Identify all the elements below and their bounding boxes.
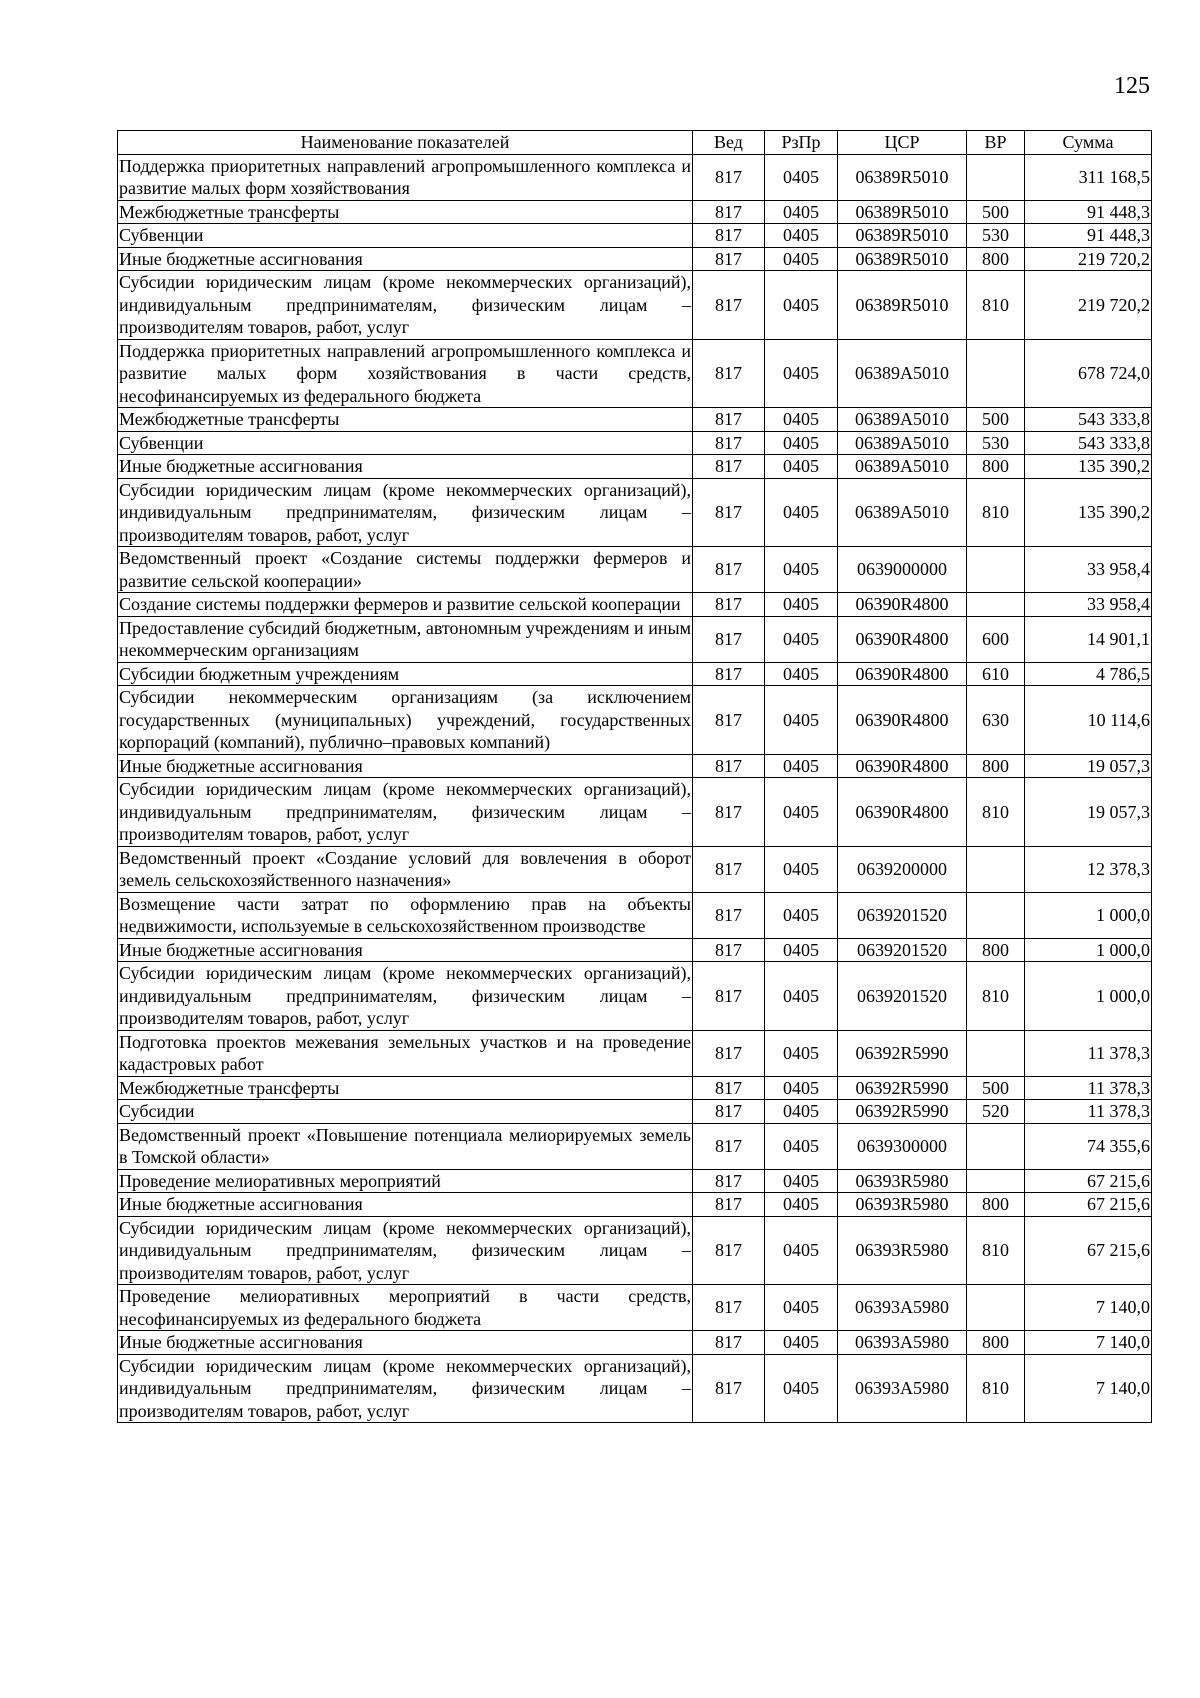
cell-ved: 817	[693, 1216, 765, 1285]
cell-csr: 06389A5010	[838, 431, 967, 455]
cell-vr	[967, 1123, 1025, 1169]
cell-name: Субвенции	[118, 431, 693, 455]
cell-sum: 219 720,2	[1025, 247, 1152, 271]
cell-rzpr: 0405	[765, 408, 838, 432]
table-row	[118, 547, 1152, 593]
cell-sum: 11 378,3	[1025, 1100, 1152, 1124]
cell-vr: 600	[967, 616, 1025, 662]
cell-vr: 810	[967, 478, 1025, 547]
cell-name: Проведение мелиоративных мероприятий	[118, 1169, 693, 1193]
cell-ved: 817	[693, 1285, 765, 1331]
cell-name: Субсидии юридическим лицам (кроме некоммерческих организаций), индивидуальным предпринимателям, физическим лицам – производителям товаров, работ, услуг	[119, 779, 691, 844]
cell-rzpr: 0405	[765, 938, 838, 962]
cell-vr: 800	[967, 938, 1025, 962]
cell-csr: 06389A5010	[838, 339, 967, 408]
cell-rzpr: 0405	[765, 478, 838, 547]
table-row	[118, 431, 1152, 455]
cell-rzpr: 0405	[765, 1076, 838, 1100]
cell-rzpr: 0405	[765, 1030, 838, 1076]
cell-sum: 135 390,2	[1025, 478, 1152, 547]
cell-csr: 0639300000	[838, 1123, 967, 1169]
cell-vr	[967, 846, 1025, 892]
cell-ved: 817	[693, 1169, 765, 1193]
cell-csr: 06393A5980	[838, 1331, 967, 1355]
table-row	[118, 662, 1152, 686]
cell-csr: 06393R5980	[838, 1169, 967, 1193]
cell-rzpr: 0405	[765, 1285, 838, 1331]
cell-name: Субсидии некоммерческим организациям (за исключением государственных (муниципальных) учреждений, государственных корпораций (компаний), публично–правовых компаний)	[119, 687, 691, 752]
table-row	[118, 754, 1152, 778]
cell-name: Подготовка проектов межевания земельных участков и на проведение кадастровых работ	[119, 1031, 691, 1074]
cell-vr	[967, 154, 1025, 200]
cell-csr: 06389R5010	[838, 224, 967, 248]
cell-ved: 817	[693, 271, 765, 340]
cell-sum: 19 057,3	[1025, 778, 1152, 847]
cell-sum: 19 057,3	[1025, 754, 1152, 778]
cell-ved: 817	[693, 938, 765, 962]
cell-vr	[967, 547, 1025, 593]
cell-name: Иные бюджетные ассигнования	[118, 938, 693, 962]
cell-vr: 500	[967, 408, 1025, 432]
cell-vr: 530	[967, 431, 1025, 455]
table-row	[118, 200, 1152, 224]
table-row	[118, 1169, 1152, 1193]
cell-vr	[967, 1285, 1025, 1331]
cell-rzpr: 0405	[765, 778, 838, 847]
cell-ved: 817	[693, 339, 765, 408]
cell-vr	[967, 1030, 1025, 1076]
page-number: 125	[1114, 73, 1150, 99]
cell-vr	[967, 339, 1025, 408]
cell-name: Субсидии юридическим лицам (кроме некоммерческих организаций), индивидуальным предпринимателям, физическим лицам – производителям товаров, работ, услуг	[119, 272, 691, 337]
cell-sum: 14 901,1	[1025, 616, 1152, 662]
cell-vr: 800	[967, 1193, 1025, 1217]
cell-ved: 817	[693, 431, 765, 455]
table-row	[118, 962, 1152, 1031]
cell-csr: 06392R5990	[838, 1030, 967, 1076]
header-ved: Вед	[693, 131, 765, 155]
cell-rzpr: 0405	[765, 247, 838, 271]
cell-csr: 06393R5980	[838, 1193, 967, 1217]
cell-sum: 543 333,8	[1025, 431, 1152, 455]
cell-name: Субсидии юридическим лицам (кроме некоммерческих организаций), индивидуальным предпринимателям, физическим лицам – производителям товаров, работ, услуг	[119, 479, 691, 545]
cell-vr: 800	[967, 754, 1025, 778]
cell-ved: 817	[693, 1123, 765, 1169]
cell-ved: 817	[693, 154, 765, 200]
cell-name: Субсидии юридическим лицам (кроме некоммерческих организаций), индивидуальным предпринимателям, физическим лицам – производителям товаров, работ, услуг	[119, 1355, 691, 1421]
cell-ved: 817	[693, 754, 765, 778]
cell-name: Создание системы поддержки фермеров и развитие сельской кооперации	[118, 593, 693, 617]
cell-csr: 06390R4800	[838, 662, 967, 686]
cell-name: Межбюджетные трансферты	[118, 1076, 693, 1100]
cell-csr: 06393R5980	[838, 1216, 967, 1285]
cell-name: Проведение мелиоративных мероприятий в части средств, несофинансируемых из федерального бюджета	[119, 1286, 691, 1329]
table-body	[118, 154, 1152, 1423]
table-row	[118, 408, 1152, 432]
cell-csr: 0639201520	[838, 892, 967, 938]
cell-name: Ведомственный проект «Создание системы поддержки фермеров и развитие сельской кооперации»	[119, 548, 691, 591]
cell-sum: 678 724,0	[1025, 339, 1152, 408]
cell-vr: 500	[967, 200, 1025, 224]
cell-ved: 817	[693, 408, 765, 432]
cell-csr: 06390R4800	[838, 593, 967, 617]
cell-ved: 817	[693, 1100, 765, 1124]
cell-vr: 800	[967, 455, 1025, 479]
cell-csr: 0639200000	[838, 846, 967, 892]
cell-vr: 530	[967, 224, 1025, 248]
table-row	[118, 271, 1152, 340]
header-name: Наименование показателей	[118, 131, 693, 155]
cell-rzpr: 0405	[765, 1331, 838, 1355]
table-row	[118, 339, 1152, 408]
cell-sum: 311 168,5	[1025, 154, 1152, 200]
cell-name: Межбюджетные трансферты	[118, 408, 693, 432]
cell-rzpr: 0405	[765, 431, 838, 455]
cell-name: Поддержка приоритетных направлений агропромышленного комплекса и развитие малых форм хозяйствования в части средств, несофинансируемых из федерального бюджета	[119, 340, 691, 406]
cell-csr: 06390R4800	[838, 686, 967, 755]
cell-rzpr: 0405	[765, 754, 838, 778]
cell-rzpr: 0405	[765, 686, 838, 755]
cell-ved: 817	[693, 1030, 765, 1076]
budget-table	[117, 130, 1152, 1423]
header-rzpr: РзПр	[765, 131, 838, 155]
cell-vr: 810	[967, 1216, 1025, 1285]
cell-csr: 0639000000	[838, 547, 967, 593]
cell-sum: 1 000,0	[1025, 938, 1152, 962]
table-header-row	[118, 131, 1152, 155]
cell-ved: 817	[693, 224, 765, 248]
cell-sum: 7 140,0	[1025, 1354, 1152, 1423]
cell-sum: 67 215,6	[1025, 1193, 1152, 1217]
cell-sum: 91 448,3	[1025, 224, 1152, 248]
cell-rzpr: 0405	[765, 662, 838, 686]
cell-rzpr: 0405	[765, 200, 838, 224]
table-row	[118, 892, 1152, 938]
cell-ved: 817	[693, 962, 765, 1031]
header-sum: Сумма	[1025, 131, 1152, 155]
cell-ved: 817	[693, 662, 765, 686]
cell-name: Субсидии	[118, 1100, 693, 1124]
table-row	[118, 938, 1152, 962]
cell-rzpr: 0405	[765, 455, 838, 479]
cell-rzpr: 0405	[765, 1216, 838, 1285]
cell-vr	[967, 892, 1025, 938]
cell-ved: 817	[693, 892, 765, 938]
header-vr: ВР	[967, 131, 1025, 155]
cell-csr: 06389R5010	[838, 154, 967, 200]
cell-ved: 817	[693, 200, 765, 224]
cell-rzpr: 0405	[765, 593, 838, 617]
cell-csr: 06389A5010	[838, 478, 967, 547]
cell-sum: 219 720,2	[1025, 271, 1152, 340]
table-row	[118, 846, 1152, 892]
cell-sum: 7 140,0	[1025, 1285, 1152, 1331]
cell-sum: 4 786,5	[1025, 662, 1152, 686]
cell-vr	[967, 1169, 1025, 1193]
cell-rzpr: 0405	[765, 224, 838, 248]
cell-vr: 800	[967, 1331, 1025, 1355]
cell-vr: 800	[967, 247, 1025, 271]
cell-ved: 817	[693, 778, 765, 847]
table-row	[118, 455, 1152, 479]
table-row	[118, 1030, 1152, 1076]
cell-ved: 817	[693, 547, 765, 593]
cell-vr	[967, 593, 1025, 617]
table-row	[118, 1331, 1152, 1355]
cell-csr: 06392R5990	[838, 1100, 967, 1124]
table-row	[118, 593, 1152, 617]
cell-csr: 06390R4800	[838, 778, 967, 847]
cell-csr: 06393A5980	[838, 1354, 967, 1423]
cell-ved: 817	[693, 593, 765, 617]
header-csr: ЦСР	[838, 131, 967, 155]
table-row	[118, 1100, 1152, 1124]
cell-name: Субсидии юридическим лицам (кроме некоммерческих организаций), индивидуальным предпринимателям, физическим лицам – производителям товаров, работ, услуг	[119, 963, 691, 1028]
cell-ved: 817	[693, 846, 765, 892]
cell-name: Иные бюджетные ассигнования	[118, 1193, 693, 1217]
cell-name: Возмещение части затрат по оформлению прав на объекты недвижимости, используемые в сельскохозяйственном производстве	[119, 893, 691, 936]
table-row	[118, 478, 1152, 547]
cell-name: Субвенции	[118, 224, 693, 248]
cell-rzpr: 0405	[765, 1354, 838, 1423]
cell-sum: 67 215,6	[1025, 1169, 1152, 1193]
cell-rzpr: 0405	[765, 271, 838, 340]
table-row	[118, 616, 1152, 662]
cell-sum: 543 333,8	[1025, 408, 1152, 432]
cell-rzpr: 0405	[765, 846, 838, 892]
cell-vr: 610	[967, 662, 1025, 686]
cell-rzpr: 0405	[765, 1100, 838, 1124]
cell-csr: 06389A5010	[838, 455, 967, 479]
cell-csr: 06393A5980	[838, 1285, 967, 1331]
cell-sum: 10 114,6	[1025, 686, 1152, 755]
cell-ved: 817	[693, 247, 765, 271]
cell-csr: 06392R5990	[838, 1076, 967, 1100]
cell-sum: 1 000,0	[1025, 962, 1152, 1031]
cell-sum: 67 215,6	[1025, 1216, 1152, 1285]
cell-vr: 520	[967, 1100, 1025, 1124]
cell-rzpr: 0405	[765, 616, 838, 662]
table-row	[118, 154, 1152, 200]
cell-name: Предоставление субсидий бюджетным, автономным учреждениям и иным некоммерческим организациям	[119, 617, 691, 660]
cell-ved: 817	[693, 616, 765, 662]
cell-ved: 817	[693, 1193, 765, 1217]
cell-name: Межбюджетные трансферты	[118, 200, 693, 224]
cell-csr: 06389R5010	[838, 200, 967, 224]
cell-name: Субсидии юридическим лицам (кроме некоммерческих организаций), индивидуальным предпринимателям, физическим лицам – производителям товаров, работ, услуг	[119, 1217, 691, 1283]
cell-ved: 817	[693, 1354, 765, 1423]
cell-vr: 630	[967, 686, 1025, 755]
cell-vr: 810	[967, 1354, 1025, 1423]
cell-vr: 810	[967, 271, 1025, 340]
cell-rzpr: 0405	[765, 1169, 838, 1193]
cell-csr: 06389A5010	[838, 408, 967, 432]
table-row	[118, 1354, 1152, 1423]
cell-rzpr: 0405	[765, 962, 838, 1031]
cell-sum: 7 140,0	[1025, 1331, 1152, 1355]
cell-rzpr: 0405	[765, 1123, 838, 1169]
cell-name: Субсидии бюджетным учреждениям	[118, 662, 693, 686]
cell-name: Поддержка приоритетных направлений агропромышленного комплекса и развитие малых форм хозяйствования	[119, 155, 691, 198]
cell-csr: 06389R5010	[838, 271, 967, 340]
cell-vr: 810	[967, 778, 1025, 847]
table-row	[118, 1285, 1152, 1331]
cell-csr: 06390R4800	[838, 754, 967, 778]
cell-sum: 1 000,0	[1025, 892, 1152, 938]
cell-sum: 33 958,4	[1025, 593, 1152, 617]
cell-csr: 06390R4800	[838, 616, 967, 662]
cell-name: Иные бюджетные ассигнования	[118, 754, 693, 778]
cell-name: Ведомственный проект «Создание условий для вовлечения в оборот земель сельскохозяйственного назначения»	[119, 847, 691, 890]
table-row	[118, 686, 1152, 755]
cell-sum: 74 355,6	[1025, 1123, 1152, 1169]
cell-rzpr: 0405	[765, 339, 838, 408]
cell-ved: 817	[693, 455, 765, 479]
table-row	[118, 224, 1152, 248]
cell-name: Иные бюджетные ассигнования	[118, 455, 693, 479]
cell-ved: 817	[693, 686, 765, 755]
cell-sum: 91 448,3	[1025, 200, 1152, 224]
cell-name: Иные бюджетные ассигнования	[118, 247, 693, 271]
cell-sum: 11 378,3	[1025, 1030, 1152, 1076]
cell-rzpr: 0405	[765, 892, 838, 938]
cell-sum: 11 378,3	[1025, 1076, 1152, 1100]
cell-name: Иные бюджетные ассигнования	[118, 1331, 693, 1355]
table-row	[118, 1123, 1152, 1169]
cell-csr: 0639201520	[838, 938, 967, 962]
cell-vr: 500	[967, 1076, 1025, 1100]
table-row	[118, 247, 1152, 271]
table-row	[118, 1216, 1152, 1285]
cell-ved: 817	[693, 1076, 765, 1100]
cell-csr: 06389R5010	[838, 247, 967, 271]
cell-rzpr: 0405	[765, 1193, 838, 1217]
table-row	[118, 778, 1152, 847]
cell-rzpr: 0405	[765, 547, 838, 593]
cell-rzpr: 0405	[765, 154, 838, 200]
cell-ved: 817	[693, 478, 765, 547]
cell-csr: 0639201520	[838, 962, 967, 1031]
table-row	[118, 1076, 1152, 1100]
cell-name: Ведомственный проект «Повышение потенциала мелиорируемых земель в Томской области»	[119, 1124, 691, 1167]
table-row	[118, 1193, 1152, 1217]
cell-ved: 817	[693, 1331, 765, 1355]
cell-sum: 135 390,2	[1025, 455, 1152, 479]
cell-sum: 12 378,3	[1025, 846, 1152, 892]
cell-vr: 810	[967, 962, 1025, 1031]
cell-sum: 33 958,4	[1025, 547, 1152, 593]
